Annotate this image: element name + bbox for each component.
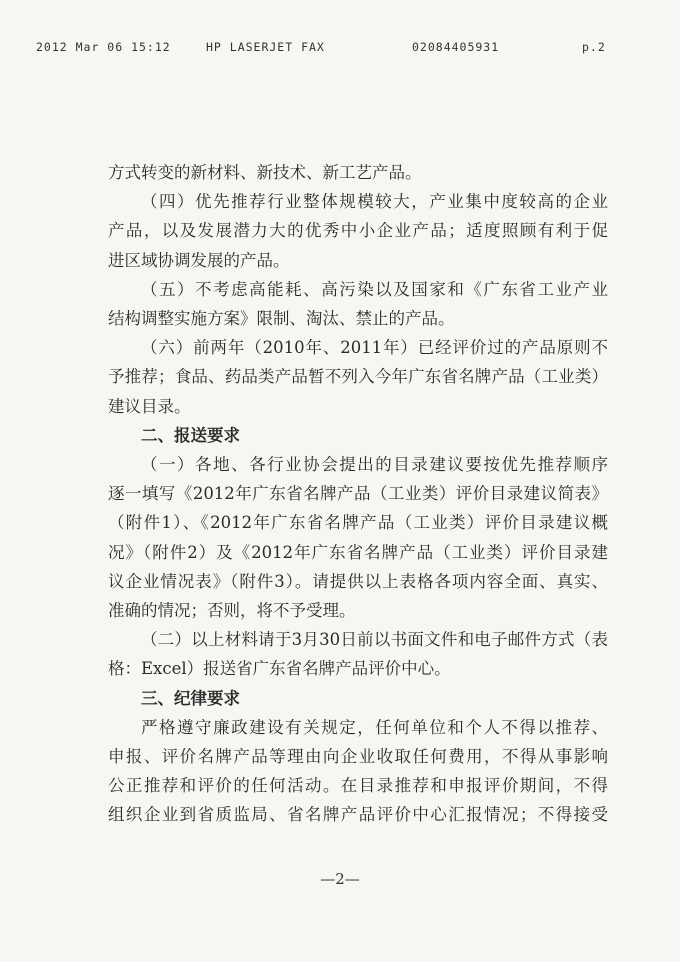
text-line: 格：Excel）报送省广东省名牌产品评价中心。 — [108, 659, 451, 679]
text-line: 结构调整实施方案》限制、淘汰、禁止的产品。 — [108, 309, 455, 329]
text-line: 严格遵守廉政建设有关规定，任何单位和个人不得以推荐、 — [141, 717, 608, 737]
text-line: 公正推荐和评价的任何活动。在目录推荐和申报评价期间，不得 — [108, 776, 608, 796]
text-line: 予推荐；食品、药品类产品暂不列入今年广东省名牌产品（工业类） — [108, 367, 608, 387]
text-line: 进区域协调发展的产品。 — [108, 250, 290, 270]
text-line: （一）各地、各行业协会提出的目录建议要按优先推荐顺序 — [141, 455, 608, 475]
text-line: 准确的情况；否则，将不予受理。 — [108, 601, 356, 621]
text-line: 议企业情况表》（附件3）。请提供以上表格各项内容全面、真实、 — [108, 571, 608, 591]
section-heading: 二、报送要求 — [141, 425, 240, 445]
text-line: （六）前两年（2010年、2011年）已经评价过的产品原则不 — [141, 338, 608, 358]
section-heading: 三、纪律要求 — [141, 688, 240, 708]
text-line: 况》（附件2）及《2012年广东省名牌产品（工业类）评价目录建 — [108, 542, 608, 562]
text-line: （五）不考虑高能耗、高污染以及国家和《广东省工业产业 — [141, 279, 608, 299]
text-line: 逐一填写《2012年广东省名牌产品（工业类）评价目录建议简表》 — [108, 484, 608, 504]
fax-date: 2012 Mar 06 15:12 — [36, 40, 171, 54]
document-body — [108, 158, 608, 830]
text-line: （二）以上材料请于3月30日前以书面文件和电子邮件方式（表 — [141, 630, 608, 650]
fax-machine: HP LASERJET FAX — [206, 40, 325, 54]
text-line: 建议目录。 — [108, 396, 191, 416]
text-line: （四）优先推荐行业整体规模较大，产业集中度较高的企业 — [141, 192, 608, 212]
text-line: 方式转变的新材料、新技术、新工艺产品。 — [108, 163, 422, 182]
text-line: 组织企业到省质监局、省名牌产品评价中心汇报情况；不得接受 — [108, 805, 608, 825]
page-number: —2— — [320, 870, 360, 888]
text-line: （附件1）、《2012年广东省名牌产品（工业类）评价目录建议概 — [108, 513, 608, 533]
text-line: 产品，以及发展潜力大的优秀中小企业产品；适度照顾有利于促 — [108, 221, 608, 241]
fax-page: p.2 — [582, 40, 606, 54]
fax-number: 02084405931 — [412, 40, 500, 54]
text-line: 申报、评价名牌产品等理由向企业收取任何费用，不得从事影响 — [108, 747, 608, 767]
